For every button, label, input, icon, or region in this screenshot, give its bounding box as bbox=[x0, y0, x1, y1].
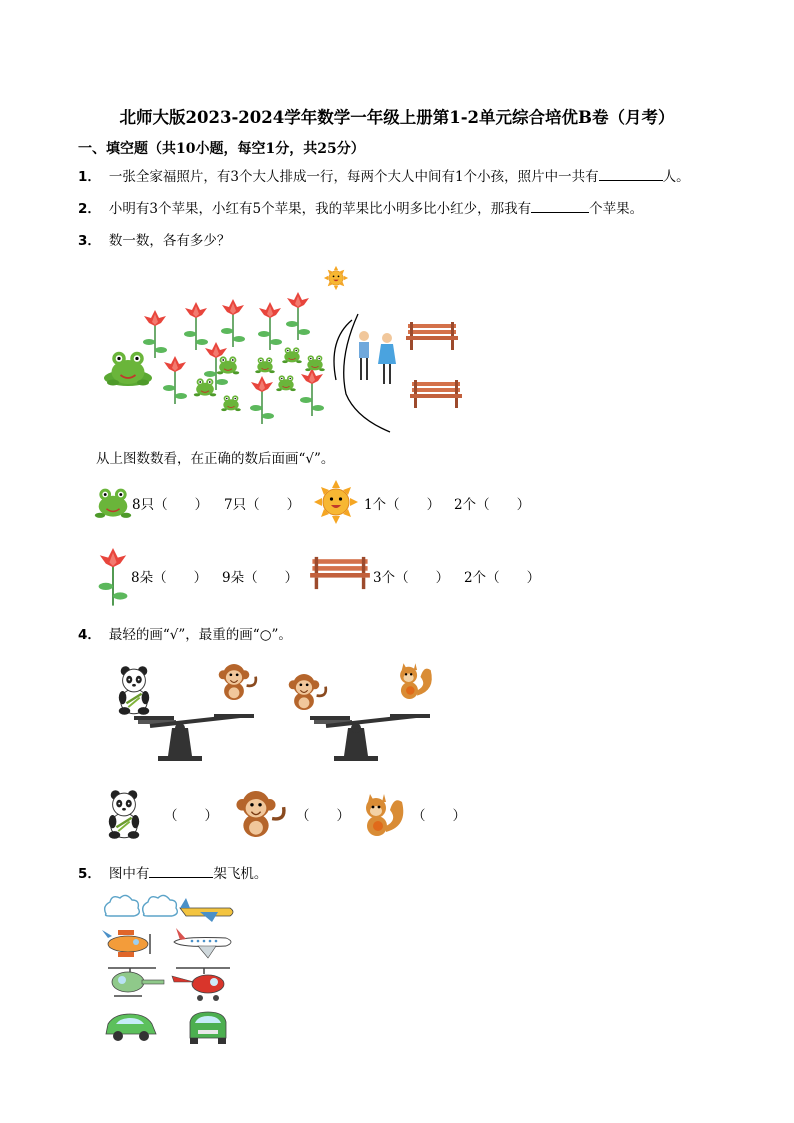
answer-blank[interactable] bbox=[531, 198, 589, 213]
monkey-icon bbox=[228, 784, 292, 840]
bench-icon bbox=[308, 555, 372, 591]
question-3 bbox=[78, 229, 230, 249]
sun-icon bbox=[312, 478, 360, 526]
squirrel-answer[interactable]: （ ） bbox=[412, 808, 466, 824]
monkey-answer[interactable]: （ ） bbox=[296, 808, 350, 824]
counting-scene bbox=[100, 262, 470, 442]
lotus-icon bbox=[96, 546, 132, 610]
lotus-option-8[interactable]: 8朵（ ） bbox=[131, 570, 208, 586]
frog-option-7[interactable]: 7只（ ） bbox=[224, 497, 301, 513]
page-title: 北师大版2023-2024学年数学一年级上册第1-2单元综合培优B卷（月考） bbox=[119, 108, 675, 127]
lotus-option-9[interactable]: 9朵（ ） bbox=[222, 570, 299, 586]
question-2 bbox=[78, 197, 643, 217]
q3-instruction: 从上图数数看，在正确的数后面画“√”。 bbox=[96, 451, 335, 467]
question-5 bbox=[78, 862, 267, 882]
question-text: 图中有 bbox=[108, 866, 150, 882]
frog-option-8[interactable]: 8只（ ） bbox=[132, 497, 209, 513]
question-tail: 个苹果。 bbox=[589, 201, 644, 217]
bench-option-3[interactable]: 3个（ ） bbox=[373, 570, 450, 586]
question-number: 5． bbox=[78, 866, 101, 882]
sun-option-2[interactable]: 2个（ ） bbox=[454, 497, 531, 513]
question-text: 一张全家福照片，有3个大人排成一行，每两个大人中间有1个小孩，照片中一共有 bbox=[108, 169, 599, 185]
question-number: 1． bbox=[78, 169, 101, 185]
question-text: 小明有3个苹果，小红有5个苹果，我的苹果比小明多比小红少，那我有 bbox=[108, 201, 532, 217]
balance-scales bbox=[100, 652, 450, 764]
answer-blank[interactable] bbox=[149, 863, 213, 878]
panda-icon bbox=[100, 782, 152, 842]
question-1 bbox=[78, 165, 690, 185]
panda-answer[interactable]: （ ） bbox=[164, 808, 218, 824]
question-tail: 人。 bbox=[662, 169, 690, 185]
question-text: 数一数，各有多少？ bbox=[108, 233, 231, 249]
question-number: 2． bbox=[78, 201, 101, 217]
question-text: 最轻的画“√”，最重的画“○”。 bbox=[108, 627, 292, 643]
frog-icon bbox=[96, 482, 132, 522]
question-tail: 架飞机。 bbox=[213, 866, 268, 882]
squirrel-icon bbox=[356, 788, 412, 840]
section-heading: 一、填空题（共10小题，每空1分，共25分） bbox=[78, 141, 365, 157]
vehicles-picture bbox=[100, 892, 246, 1048]
question-number: 4． bbox=[78, 627, 101, 643]
bench-option-2[interactable]: 2个（ ） bbox=[464, 570, 541, 586]
question-number: 3． bbox=[78, 233, 101, 249]
answer-blank[interactable] bbox=[599, 166, 663, 181]
question-4 bbox=[78, 623, 292, 643]
sun-option-1[interactable]: 1个（ ） bbox=[364, 497, 441, 513]
